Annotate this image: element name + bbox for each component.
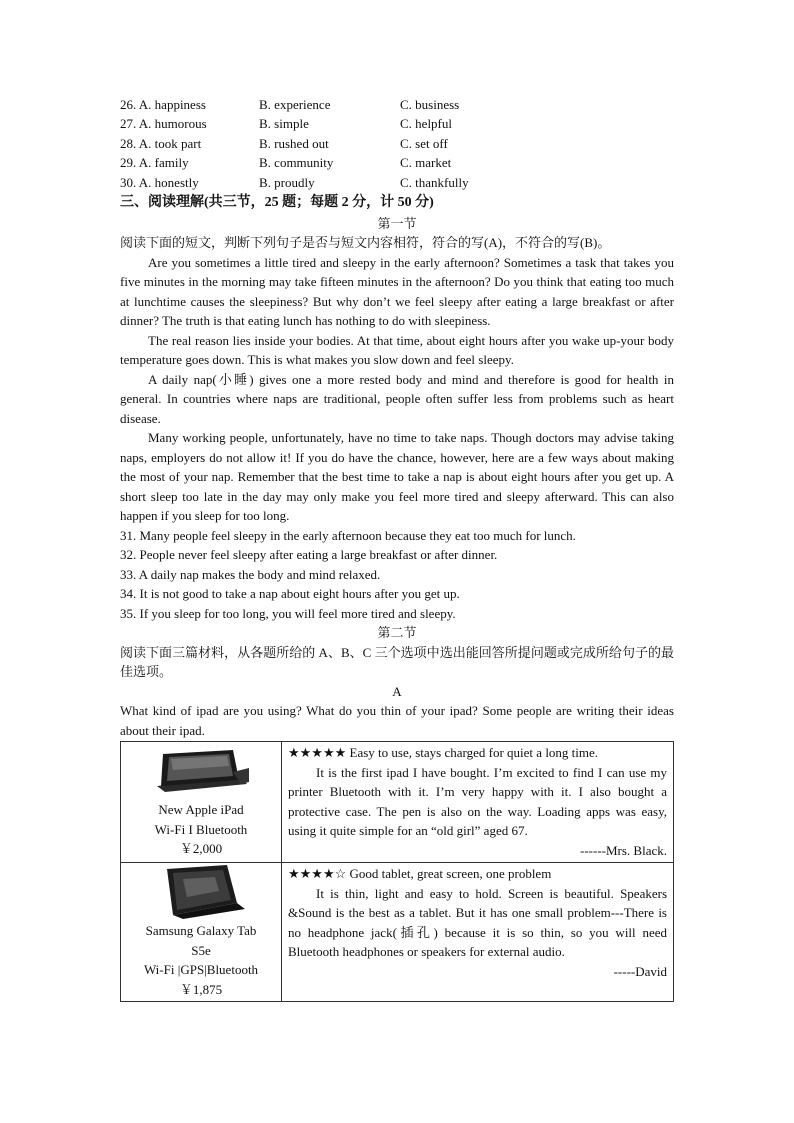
review-body: It is thin, light and easy to hold. Screen is beautiful. Speakers &Sound is the best as a tablet. But it has one small problem---There is no headphone jack(插孔) because it is so thin, so you will need Bluetooth headphones or speakers for external audio. [288,885,667,960]
product-features: Wi-Fi I Bluetooth [154,821,248,837]
option-c: C. market [400,155,452,171]
option-b: B. rushed out [259,135,329,151]
option-a: 27. A. humorous [120,116,207,132]
option-a: 28. A. took part [120,135,202,151]
review-headline: Good tablet, great screen, one problem [349,866,552,882]
question-32: 32. People never feel sleepy after eating a large breakfast or after dinner. [120,547,498,563]
star-rating: ★★★★☆ [288,866,347,882]
galaxy-tab-image [123,867,279,917]
review-row [121,742,674,863]
section-title: 三、阅读理解(共三节，25 题；每题 2 分，计 50 分) [120,194,434,210]
question-35: 35. If you sleep for too long, you will feel more tired and sleepy. [120,605,456,621]
question-34: 34. It is not good to take a nap about eight hours after you get up. [120,586,460,602]
passage-paragraph: A daily nap(小睡) gives one a more rested body and mind and therefore is good for health in general. In countries where naps are traditional, people often suffer less from problems such as heart disease. [120,371,674,426]
product-price: ￥1,875 [179,981,223,997]
option-a: 26. A. happiness [120,97,206,112]
options-list [120,95,674,192]
star-rating: ★★★★★ [288,745,347,761]
option-c: C. helpful [400,116,452,132]
passage-paragraph: Are you sometimes a little tired and sleepy in the early afternoon? Sometimes a task that takes you five minutes in the morning may take fifteen minutes in the afternoon? Do you think that eating too much at lunchtime causes the sleepiness? But why don’t we feel sleepy after eating a large breakfast or after dinner? The truth is that eating lunch has nothing to do with sleepiness. [120,254,674,329]
option-c: C. set off [400,135,448,151]
option-a: 29. A. family [120,155,189,171]
option-b: B. simple [259,116,309,132]
part1-instruction: 阅读下面的短文，判断下列句子是否与短文内容相符，符合的写(A)，不符合的写(B)。 [120,235,611,251]
product-features: Wi-Fi |GPS|Bluetooth [143,962,259,978]
review-headline: Easy to use, stays charged for quiet a long time. [349,745,599,761]
product-cell [121,742,282,863]
option-row-26 [120,95,674,114]
tablet-icon [153,748,249,794]
passage-paragraph: The real reason lies inside your bodies. At that time, about eight hours after you wake up-your body temperature goes down. This is what makes you slow down and feel sleepy. [120,332,674,368]
review-table [120,741,674,1002]
review-cell [282,863,674,1002]
question-33: 33. A daily nap makes the body and mind relaxed. [120,566,381,582]
product-price: ￥2,000 [179,841,223,857]
review-signature: -----David [613,963,667,979]
option-b: B. proudly [259,174,315,190]
review-row [121,863,674,1002]
product-name: New Apple iPad [158,802,244,818]
option-b: B. experience [259,97,331,112]
part2-heading: 第二节 [377,625,417,641]
option-row-27 [120,114,674,133]
passage-label: A [392,683,402,699]
option-row-28 [120,134,674,153]
option-c: C. business [400,97,460,112]
option-a: 30. A. honestly [120,174,199,190]
review-headline-line [288,864,667,884]
review-headline-line [288,743,667,763]
product-name: Samsung Galaxy Tab [145,923,257,939]
review-cell [282,742,674,863]
option-c: C. thankfully [400,174,469,190]
exam-page [120,95,674,1002]
product-model: S5e [191,942,211,958]
review-body: It is the first ipad I have bought. I’m excited to find I can use my printer Bluetooth with it. I’m very happy with it. I also bought a protective case. The pen is also on the way. Loading apps was easy, using it quite simple for an “old girl” aged 67. [288,764,667,839]
product-cell [121,863,282,1002]
ipad-image [123,746,279,796]
question-31: 31. Many people feel sleepy in the early afternoon because they eat too much for lunch. [120,527,576,543]
part2-instruction: 阅读下面三篇材料，从各题所给的 A、B、C 三个选项中选出能回答所提问题或完成所给句子的最佳选项。 [120,644,674,680]
option-b: B. community [259,155,334,171]
passage-paragraph: Many working people, unfortunately, have no time to take naps. Though doctors may advise taking naps, employers do not allow it! If you do have the chance, however, here are a few ways about making the most of your nap. Remember that the best time to take a nap is about eight hours after you get up. A short sleep too late in the day may only make you feel more tired and sleepy afterward. This can also happen if you sleep for too long. [120,430,674,524]
part1-heading: 第一节 [377,215,417,231]
passage-intro: What kind of ipad are you using? What do you thin of your ipad? Some people are writing their ideas about their ipad. [120,703,674,738]
option-row-29 [120,153,674,172]
review-signature: ------Mrs. Black. [580,842,667,858]
tablet-icon [153,865,249,919]
option-row-30 [120,173,674,192]
